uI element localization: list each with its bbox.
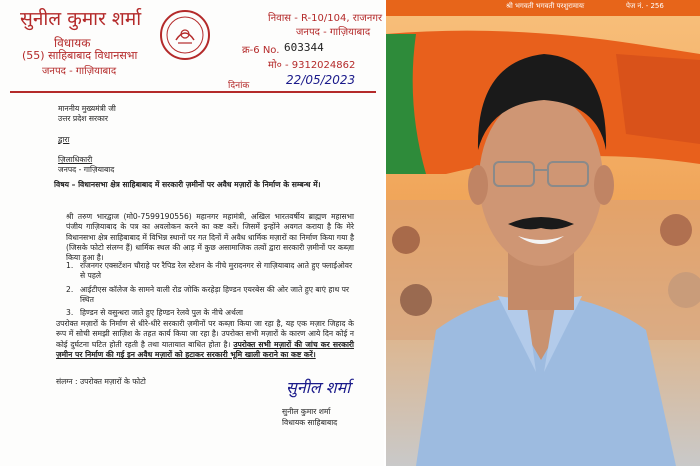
recipient-line1: ज़िलाधिकारी — [58, 154, 93, 164]
photo-banner-page: पेज नं. - 256 — [626, 2, 664, 10]
via-label: द्वारा — [58, 134, 70, 144]
recipient-line2: जनपद - गाज़ियाबाद — [58, 165, 115, 175]
letterhead-address-line2: जनपद - गाज़ियाबाद — [296, 27, 371, 38]
letter-paragraph-2b: उपरोक्त सभी मज़ारों की जांच कर सरकारी ज़मीन पर निर्माण की गई इन अवैध मज़ारों को हटाकर सरकारी भूमि खाली कराने का कष्ट करें। — [56, 339, 354, 359]
list-item-text: हिण्डन से वसुन्धरा जाते हुए हिण्डन रेलवे पुल के नीचे अर्थला — [80, 308, 243, 318]
list-item-number: 1. — [66, 261, 74, 270]
letterhead-phone: मो० - 9312024862 — [268, 60, 356, 71]
reference-label: क्र-6 No. — [242, 45, 280, 56]
letterhead-constituency: (55) साहिबाबाद विधानसभा — [22, 49, 138, 62]
letter-paragraph-1: श्री तरुण भारद्वाज (मो0-7599190556) महानगर महामंत्री, अखिल भारतवर्षीय ब्राह्मण महासभा पंजीय गाज़ियाबाद के पत्र का अवलोकन करने का कष्ट करें। जिसमें इन्होंने अवगत कराया है कि मेरे विधानसभा क्षेत्र साहिबाबाद में विभिन्न स्थानों पर गत दिनों में अवैध धार्मिक मज़ारों का निर्माण किया गया है (जिसके फोटो संलग्न हैं) धार्मिक स्थल की आड़ में कुछ असामाजिक तत्वों द्वारा सरकारी ज़मीनों पर कब्ज़ा किया हुआ है। — [66, 212, 354, 263]
letter-paragraph-2 — [56, 319, 354, 360]
signatory-name: सुनील कुमार शर्मा — [282, 407, 331, 416]
location-list — [66, 261, 354, 321]
photo-banner-text: श्री भगवती भगवती परशुरामायः — [506, 2, 585, 10]
list-item-number: 3. — [66, 308, 74, 318]
portrait-photo — [386, 0, 700, 466]
reference-number: 603344 — [284, 41, 324, 54]
person-portrait — [386, 0, 700, 466]
list-item-text: राजनगर एक्सटेंशन चौराहे पर रैपिड रेल स्टेशन के नीचे मुरादनगर से गाज़ियाबाद आते हुए फ्लाईओवर से पहले — [80, 261, 353, 281]
list-item — [66, 308, 354, 318]
list-item — [66, 261, 354, 282]
letterhead-divider — [10, 91, 376, 93]
state-seal-icon — [160, 10, 210, 60]
signatory-designation: विधायक साहिबाबाद — [282, 418, 338, 427]
salutation-line1: माननीय मुख्यमंत्री जी — [58, 104, 116, 113]
list-item-text: आईटीएस कॉलेज के सामने वाली रोड जोकि करहेड़ा हिण्डन एयरबेस की ओर जाते हुए बाएं हाथ पर स्थित — [80, 284, 350, 304]
letter-paragraph-2a: उपरोक्त मज़ारों के निर्माण से धीरे-धीरे सरकारी ज़मीनों पर कब्ज़ा किया जा रहा है, यह एक मज़ार जिहाद के रूप में सोची समझी साज़िश के तहत कार्य किया जा रहा है। उपरोक्त सभी मज़ारों के कारण आये दिन कोई न कोई दुर्घटना घटित होती रहती है तथा यातायात बाधित होता है। — [56, 319, 354, 349]
letter-subject: विषय – विधानसभा क्षेत्र साहिबाबाद में सरकारी ज़मीनों पर अवैध मज़ारों के निर्माण के सम्बन्ध में। — [54, 180, 321, 189]
handwritten-signature: सुनील शर्मा — [286, 378, 351, 397]
list-item — [66, 285, 354, 306]
date-label: दिनांक — [228, 81, 250, 91]
date-value: 22/05/2023 — [286, 73, 356, 87]
recipient-block — [58, 104, 116, 175]
letterhead-designation: विधायक — [54, 36, 91, 50]
letterhead-district: जनपद - गाज़ियाबाद — [42, 66, 117, 77]
enclosure-note: संलग्न : उपरोक्त मज़ारों के फोटो — [56, 377, 146, 386]
letterhead-address-line1: निवास - R-10/104, राजनगर — [268, 13, 383, 24]
list-item-number: 2. — [66, 284, 74, 294]
salutation-line2: उत्तर प्रदेश सरकार — [58, 114, 109, 124]
letterhead-name: सुनील कुमार शर्मा — [20, 8, 142, 30]
